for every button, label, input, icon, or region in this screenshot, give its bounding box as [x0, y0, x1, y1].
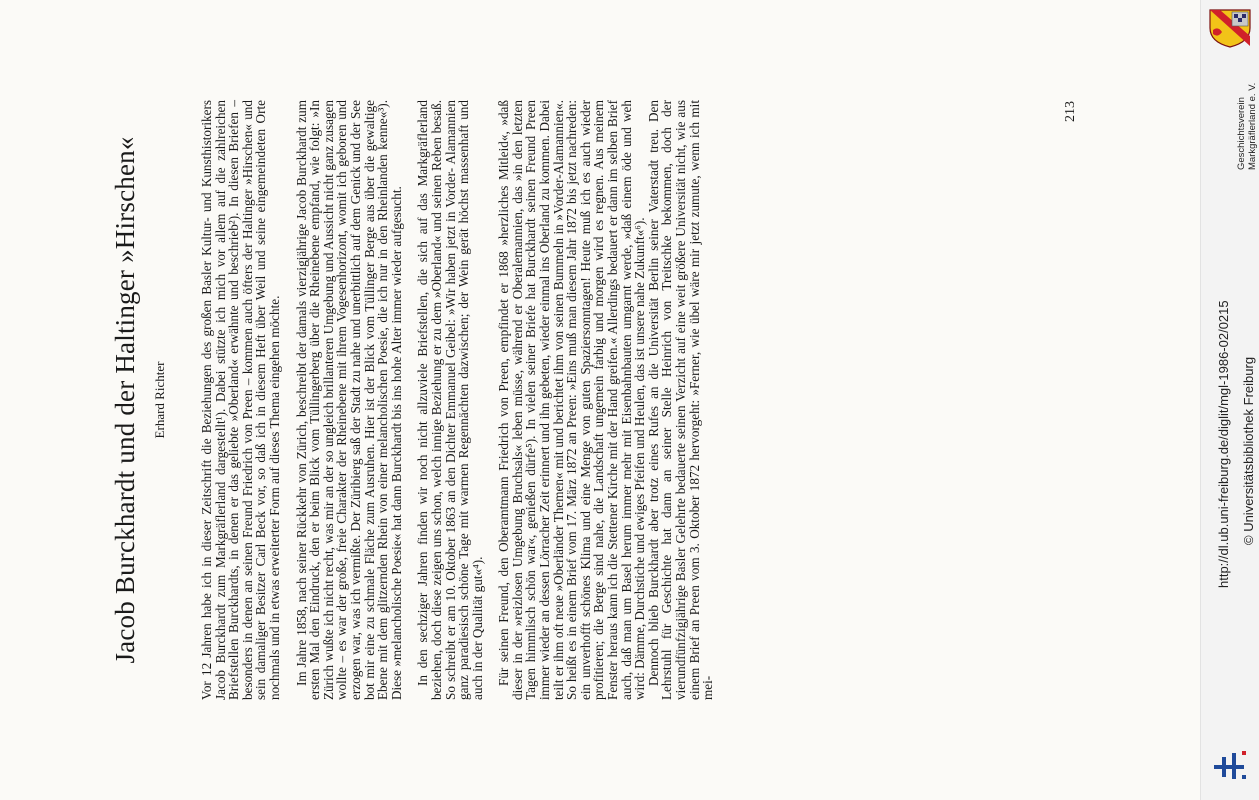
- article-body: [200, 100, 715, 700]
- page-number: [1063, 96, 1093, 136]
- paragraph-4: Für seinen Freund, den Oberamtmann Friedrich von Preen, empfindet er 1868 »herzliches Mitleid«, »daß dieser in der »reizlosen Umgebung Bruchsals« leben müsse, während er Oberalemannien, das »in den letzten Tagen himmlisch schön war«, genießen dürfe⁵). In vielen seiner Briefe hat Burckhardt seinen Freund Preen immer wieder an dessen Lörracher Zeit erinnert und ihn gebeten, wieder einmal ins Oberland zu kommen. Dabei teilt er ihm oft neue »Oberländer Themen« mit und berichtet ihm von seinen Bummeln in »Vorder-Alamannien«. So heißt es in einem Brief vom 17. März 1872 an Preen: »Eins muß man diesem Jahr 1872 bis jetzt nachreden: ein unverhofft schönes Klima und eine Menge von guten Spaziersonntagen! Heute muß ich es auch wieder profitieren; die Berge sind nahe, die Landschaft ungemein farbig und morgen wird es regnen. Aus meinem Fenster heraus kann ich die Stettener Kirche mit der Hand greifen.« Allerdings bedauert er dann im selben Brief auch, daß man um Basel herum immer mehr mit Eisenbahnbauten umgarnt werde, »daß einem öde und weh wird: Dämme, Durchstiche und ewiges Pfeifen und Heulen, das ist unsere nahe Zukunft«⁶).: [496, 100, 648, 700]
- copyright-notice: © Universitätsbibliothek Freiburg: [1241, 356, 1256, 545]
- association-name-line2: Markgräflerland e. V.: [1247, 82, 1258, 170]
- permalink-url[interactable]: http://dl.ub.uni-freiburg.de/diglit/mgl-1986-02/0215: [1216, 300, 1231, 588]
- association-name-line1: Geschichtsverein: [1236, 97, 1247, 170]
- article-author: Erhard Richter: [152, 361, 167, 439]
- ub-freiburg-logo-icon[interactable]: [1212, 745, 1254, 785]
- paragraph-2: Im Jahre 1858, nach seiner Rückkehr von Zürich, beschreibt der damals vierzigjährige Jacob Burckhardt zum ersten Mal den Eindruck, den er beim Blick vom Tüllingerberg über die Rheinebene empfand, wie folgt: »In Zürich wußte ich nicht recht, was mir an der so ungleich brillanteren Umgebung und Aussicht nicht ganz zusagen wollte – es war der große, freie Charakter der Rheinebene mit ihrem Vogesenhorizont, womit ich geboren und erzogen war, was ich vermißte. Der Züribierg saß der Stadt zu nahe und unerbittlich auf dem Genick und der See bot mir eine zu schmale Fläche zum Ausruhen. Hier ist der Blick vom Tüllinger Berge aus über die gewaltige Ebene mit dem glitzernden Rhein von einer melancholischen Poesie, die ich nur in den Rheinlanden kenne«³). Diese »melancholische Poesie« hat dann Burckhardt bis ins hohe Alter immer wieder aufgesucht.: [293, 100, 404, 700]
- paragraph-5: Dennoch blieb Burckhardt aber trotz eines Rufes an die Universität Berlin seiner Vaterstadt treu. Den Lehrstuhl für Geschichte hat dann an seiner Stelle Heinrich von Treitschke bekommen, doch der vierundfünfzigjährige Basler Gelehrte bedauerte seinen Verzicht auf eine weit größere Universität nicht, wie aus einem Brief an Preen vom 3. Oktober 1872 hervorgeht: »Ferner, wie übel wäre mir jetzt zumute, wenn ich mit mei-: [645, 100, 716, 700]
- article-title: Jacob Burckhardt und der Haltinger »Hirschen«: [110, 136, 140, 664]
- paragraph-3: In den sechziger Jahren finden wir noch nicht allzuviele Briefstellen, die sich auf das Markgräflerland beziehen, doch diese zeigen uns schon, welch innige Beziehung er zu dem »Oberland« und seinen Reben besaß. So schreibt er am 10. Oktober 1863 an den Dichter Emmanuel Geibel: »Wir haben jetzt in Vorder- Alamannien ganz paradiesisch schöne Tage mit warmen Regennächten dazwischen; der Wein gerät höchst massenhaft und auch in der Qualität gut«⁴).: [415, 100, 485, 700]
- coat-of-arms-icon: [1208, 8, 1252, 48]
- paragraph-1: Vor 12 Jahren habe ich in dieser Zeitschrift die Beziehungen des großen Basler Kultur- und Kunsthistorikers Jacob Burckhardt zum Markgräflerland dargestellt¹). Dabei stützte ich mich vor allem auf die zahlreichen Briefstellen Burckhardts, in denen er das geliebte »Oberland« erwähnte und beschrieb²). In diesen Briefen – besonders in denen an seinen Freund Friedrich von Preen – kommen auch öfters der Haltinger »Hirschen« und sein damaliger Besitzer Carl Beck vor, so daß ich in diesem Heft über Weil und seine eingemeindeten Orte nochmals und in etwas erweiterter Form auf dieses Thema eingehen möchte.: [199, 100, 282, 700]
- page-number-text: 213: [1063, 101, 1078, 122]
- rotated-page-content: [100, 100, 1100, 700]
